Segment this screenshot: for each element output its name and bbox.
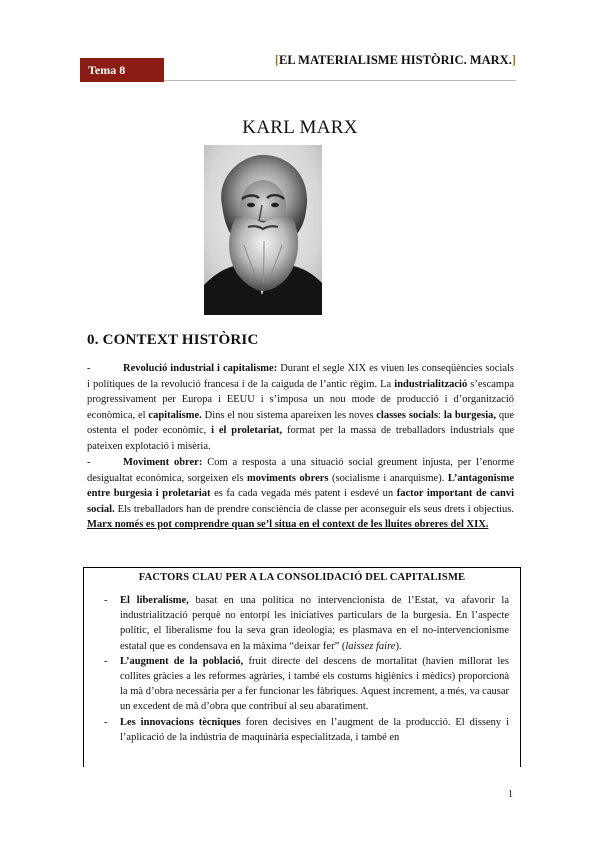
bold-term: capitalisme. xyxy=(148,409,202,421)
header-rule xyxy=(164,80,516,81)
list-item xyxy=(84,593,520,654)
list-item-text: ). xyxy=(395,640,402,652)
header-title-text: EL MATERIALISME HISTÒRIC. MARX. xyxy=(279,53,512,67)
list-item xyxy=(84,654,520,715)
section-heading: 0. CONTEXT HISTÒRIC xyxy=(87,332,259,348)
list-item-text: foren decisives en l’augment de la producció. El disseny i l’aplicació de la indústria de maquinària especialitzada, i també en xyxy=(120,716,509,743)
header-bracket-open: [ xyxy=(274,53,280,67)
list-item-text: fruit directe del descens de mortalitat (havien millorat les collites gràcies a les reformes agràries, i també els costums higiènics i mèdics) proporcionà la mà d’obra necessària per a fer funcionar les fàbriques. Aquest increment, a més, va causar un excedent de mà d’obra que contribuí al seu abaratiment. xyxy=(120,655,509,713)
paragraph-text: Els treballadors han de prendre consciència de classe per aconseguir els seus drets i objectius. xyxy=(114,503,514,515)
factors-box xyxy=(83,567,521,767)
bold-term: L’antagonisme entre burgesia i proletariat xyxy=(87,472,514,500)
paragraph-moviment-obrer xyxy=(87,455,514,533)
portrait-image xyxy=(204,145,322,315)
bold-term: Les innovacions tècniques xyxy=(120,716,241,728)
page-title: KARL MARX xyxy=(242,117,358,138)
bold-term: classes socials xyxy=(376,409,439,421)
paragraph-revolucio-industrial xyxy=(87,361,514,455)
paragraph-lead: Moviment obrer: xyxy=(123,457,203,468)
underlined-statement: Marx només es pot comprendre quan se’l situa en el context de les lluites obreres del XIX. xyxy=(87,519,489,531)
paragraph-text: es fa cada vegada més patent i esdevé un xyxy=(210,488,397,500)
paragraph-text: s’escampa progressivament per Europa i EEUU i s’imposa un nou mode de producció i d’organització econòmica, el xyxy=(87,378,514,421)
paragraph-text: Com a resposta a una situació social greument injusta, per l’enorme desigualtat econòmica, sorgeixen els xyxy=(87,457,514,484)
factors-list xyxy=(84,593,520,745)
paragraph-lead: Revolució industrial i capitalisme: xyxy=(123,363,278,374)
paragraph-text: Dins el nou sistema apareixen les noves xyxy=(201,409,377,421)
paragraph-text: Durant el segle XIX es viuen les conseqüències socials i polítiques de la revolució francesa i de la caiguda de l’antic règim. La xyxy=(87,363,514,390)
bold-term: moviments obrers xyxy=(247,472,329,484)
paragraph-text: que ostenta el poder econòmic, xyxy=(87,409,515,437)
paragraph-text: : xyxy=(438,409,444,421)
bullet-dash: - xyxy=(87,363,91,374)
bullet-dash: - xyxy=(87,457,91,468)
box-title: FACTORS CLAU PER A LA CONSOLIDACIÓ DEL CAPITALISME xyxy=(138,572,466,583)
bold-term: i el proletariat, xyxy=(211,425,283,437)
list-item xyxy=(84,715,520,745)
portrait-photo xyxy=(204,145,322,315)
bold-term: factor important de canvi social. xyxy=(87,488,514,515)
italic-term: laissez faire xyxy=(345,640,396,652)
paragraph-text: (socialisme i anarquisme). xyxy=(328,472,448,484)
header-title xyxy=(275,53,516,68)
header-bracket-close: ] xyxy=(511,53,516,67)
bullet-dash: - xyxy=(104,655,108,667)
bold-term: L’augment de la població, xyxy=(120,655,244,667)
bullet-dash: - xyxy=(104,716,108,728)
bold-term: la burgesia, xyxy=(443,409,496,421)
page-number: 1 xyxy=(508,789,513,800)
bullet-dash: - xyxy=(104,595,108,606)
list-item-text: basat en una política no intervencionista de l’Estat, va afavorir la industrialització perquè no entorpí les iniciatives particulars de la burgesia. En l’aspecte polític, el liberalisme fou la seva gran ideologia; es plasmava en el no-intervencionisme estatal que es condensava en la màxima “deixar fer” ( xyxy=(120,595,509,652)
paragraph-text: format per la massa de treballadors industrials que pateixen explotació i misèria. xyxy=(87,425,514,452)
bold-term: El liberalisme, xyxy=(120,595,189,606)
bold-term: industrialització xyxy=(394,378,468,390)
tema-label: Tema 8 xyxy=(80,58,164,82)
